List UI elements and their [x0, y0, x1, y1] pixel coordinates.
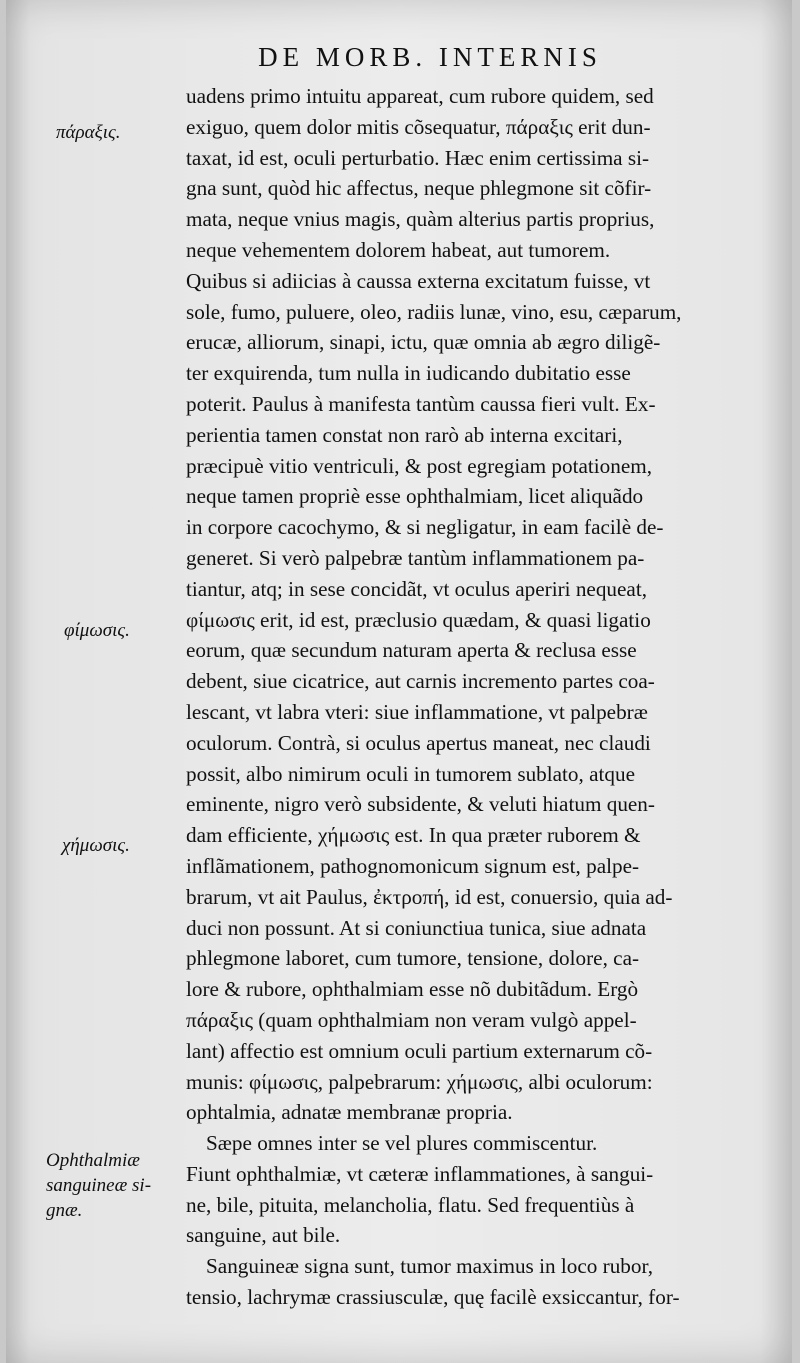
text-line: eminente, nigro verò subsidente, & veluti hiatum quen- [186, 792, 655, 817]
text-line: πάραξις (quam ophthalmiam non veram vulgò appel- [186, 1007, 637, 1032]
text-line: perientia tamen constat non rarò ab interna excitari, [186, 422, 623, 447]
margin-note-phimosis: φίμωσις. [64, 620, 130, 641]
text-line: ophtalmia, adnatæ membranæ propria. [186, 1100, 513, 1125]
text-line: gna sunt, quòd hic affectus, neque phlegmone sit cõfir- [186, 176, 652, 201]
text-line: eorum, quæ secundum naturam aperta & reclusa esse [186, 638, 637, 663]
margin-note-paraxis: πάραξις. [56, 122, 121, 143]
text-line: ne, bile, pituita, melancholia, flatu. Sed frequentiùs à [186, 1192, 635, 1217]
text-line: erucæ, alliorum, sinapi, ictu, quæ omnia ab ægro diligẽ- [186, 330, 661, 355]
text-line: taxat, id est, oculi perturbatio. Hæc enim certissima si- [186, 145, 650, 170]
running-header: DE MORB. INTERNIS [258, 42, 602, 72]
text-line: Quibus si adiicias à caussa externa excitatum fuisse, vt [186, 268, 651, 293]
text-line: exiguo, quem dolor mitis cõsequatur, πάραξις erit dun- [186, 114, 651, 139]
margin-note-ophthalmia-signs: Ophthalmiæ sanguineæ si- gnæ. [46, 1150, 152, 1221]
text-line: Sæpe omnes inter se vel plures commiscentur. [206, 1131, 598, 1156]
text-line: in corpore cacochymo, & si negligatur, in eam facilè de- [186, 515, 664, 540]
text-line: brarum, vt ait Paulus, ἐκτροπή, id est, conuersio, quia ad- [186, 884, 673, 909]
text-line: neque vehementem dolorem habeat, aut tumorem. [186, 237, 611, 262]
bleed-through-text [90, 300, 180, 600]
text-line: oculorum. Contrà, si oculus apertus maneat, nec claudi [186, 730, 651, 755]
text-line: duci non possunt. At si coniunctiua tunica, siue adnata [186, 915, 647, 940]
text-line: tensio, lachrymæ crassiusculæ, quę facilè exsiccantur, for- [186, 1285, 680, 1310]
text-line: sanguine, aut bile. [186, 1223, 341, 1248]
text-line: phlegmone laboret, cum tumore, tensione, dolore, ca- [186, 946, 640, 971]
text-line: lore & rubore, ophthalmiam esse nõ dubitãdum. Ergò [186, 977, 639, 1002]
body-text [186, 81, 786, 1313]
text-line: tiantur, atq; in sese concidãt, vt oculus aperiri nequeat, [186, 576, 648, 601]
text-line: mata, neque vnius magis, quàm alterius partis proprius, [186, 207, 655, 232]
text-line: lant) affectio est omnium oculi partium externarum cõ- [186, 1038, 653, 1063]
text-line: poterit. Paulus à manifesta tantùm caussa fieri vult. Ex- [186, 391, 656, 416]
text-line: munis: φίμωσις, palpebrarum: χήμωσις, albi oculorum: [186, 1069, 653, 1094]
text-line: ter exquirenda, tum nulla in iudicando dubitatio esse [186, 361, 631, 386]
text-line: dam efficiente, χήμωσις est. In qua præter ruborem & [186, 823, 641, 848]
text-line: Fiunt ophthalmiæ, vt cæteræ inflammationes, à sangui- [186, 1161, 654, 1186]
text-line: lescant, vt labra vteri: siue inflammatione, vt palpebræ [186, 699, 648, 724]
text-line: Sanguineæ signa sunt, tumor maximus in loco rubor, [206, 1254, 653, 1279]
margin-note-chemosis: χήμωσις. [62, 835, 130, 856]
text-line: φίμωσις erit, id est, præclusio quædam, & quasi ligatio [186, 607, 651, 632]
text-line: uadens primo intuitu appareat, cum rubore quidem, sed [186, 84, 654, 108]
text-line: præcipuè vitio ventriculi, & post egregiam potationem, [186, 453, 653, 478]
text-line: debent, siue cicatrice, aut carnis incremento partes coa- [186, 669, 655, 694]
text-line: generet. Si verò palpebræ tantùm inflammationem pa- [186, 545, 645, 570]
text-line: sole, fumo, puluere, oleo, radiis lunæ, vino, esu, cæparum, [186, 299, 682, 324]
text-line: inflãmationem, pathognomonicum signum est, palpe- [186, 853, 640, 878]
text-line: possit, albo nimirum oculi in tumorem sublato, atque [186, 761, 636, 786]
text-line: neque tamen propriè esse ophthalmiam, licet aliquãdo [186, 484, 644, 509]
